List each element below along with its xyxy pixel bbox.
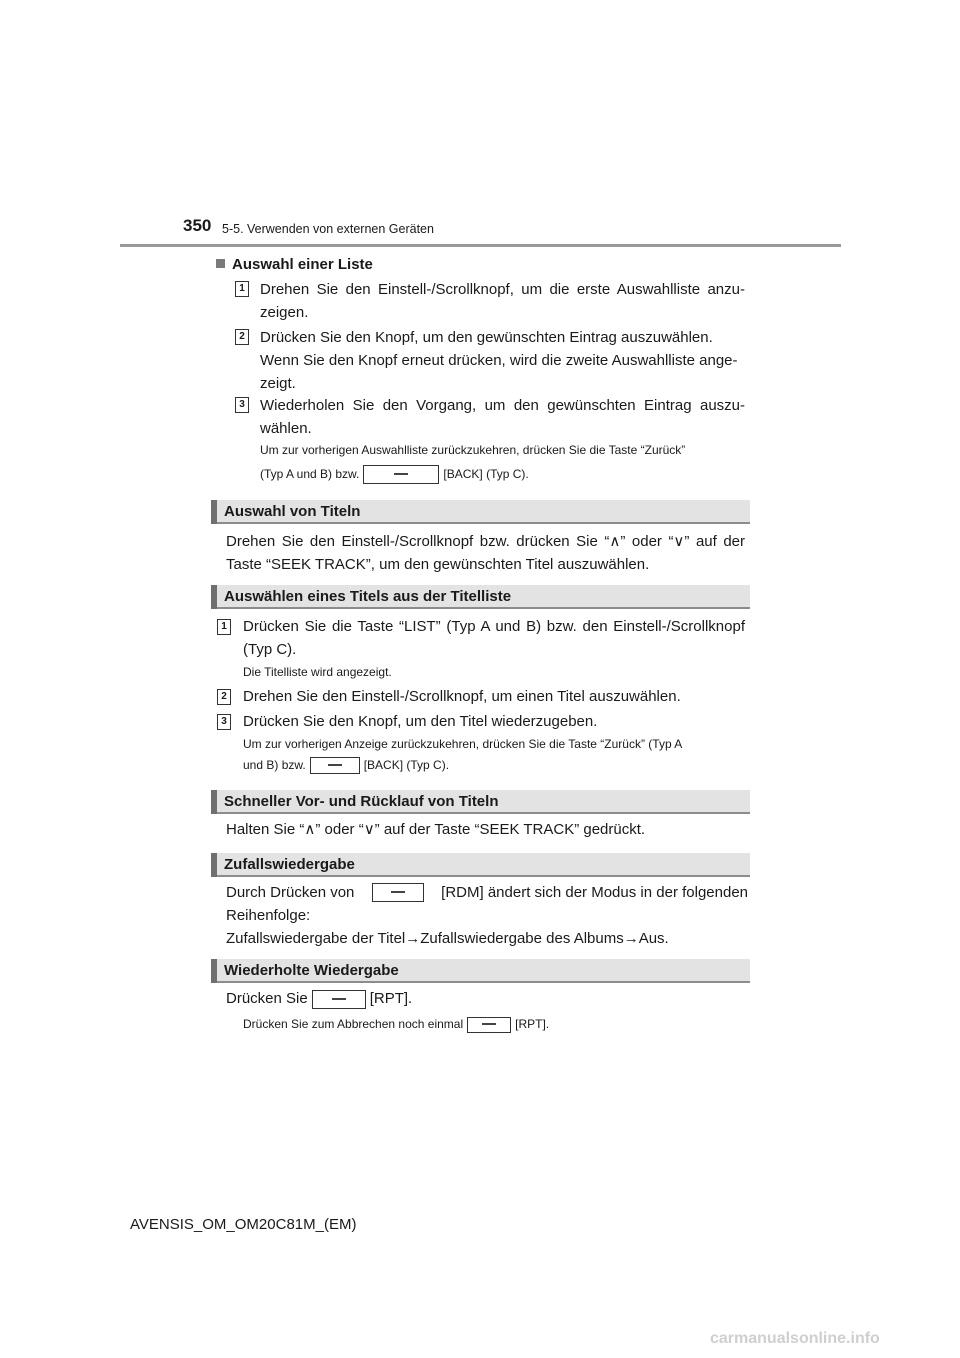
heading-repeat-label: Wiederholte Wiedergabe [224, 962, 399, 979]
square-bullet-icon [216, 259, 225, 268]
heading-from-list [211, 585, 750, 609]
step-text-2: Drücken Sie den Knopf, um den gewünschten Eintrag auszuwählen. Wenn Sie den Knopf erneut drücken, wird die zweite Auswahlliste ange-zeigt. [260, 329, 738, 392]
note-display-back-post: [BACK] (Typ C). [363, 758, 450, 772]
back-button-icon [310, 757, 360, 774]
document-code: AVENSIS_OM_OM20C81M_(EM) [130, 1216, 357, 1233]
heading-select-titles-label: Auswahl von Titeln [224, 503, 361, 520]
heading-random-label: Zufallswiedergabe [224, 856, 355, 873]
step-text-3: Wiederholen Sie den Vorgang, um den gewünschten Eintrag auszu-wählen. [260, 397, 745, 437]
section-title-list [216, 256, 373, 273]
heading-fast-forward [211, 790, 750, 814]
section-title-list-text: Auswahl einer Liste [232, 256, 373, 273]
step-badge-1: 1 [217, 619, 231, 635]
heading-select-titles [211, 500, 750, 524]
step-text-1: Drehen Sie den Einstell-/Scrollknopf, um die erste Auswahlliste anzu-zeigen. [260, 281, 745, 321]
fast-forward-text: Halten Sie “∧” oder “∨” auf der Taste “SEEK TRACK” gedrückt. [226, 821, 646, 838]
heading-fast-forward-label: Schneller Vor- und Rücklauf von Titeln [224, 793, 499, 810]
rdm-button-icon [372, 883, 424, 902]
from-list-step-3: Drücken Sie den Knopf, um den Titel wiederzugeben. [243, 713, 598, 730]
step-badge-2: 2 [217, 689, 231, 705]
note-list-back-post: [BACK] (Typ C). [443, 467, 529, 481]
step-badge-1: 1 [235, 281, 249, 297]
rpt-button-icon [467, 1017, 511, 1033]
note-list-back [260, 438, 755, 486]
heading-accent [211, 500, 217, 524]
from-list-step-1-note: Die Titelliste wird angezeigt. [243, 665, 392, 679]
rpt-button-icon [312, 990, 366, 1009]
repeat-note-pre: Drücken Sie zum Abbrechen noch einmal [243, 1017, 464, 1031]
random-line2: Reihenfolge: [226, 907, 311, 924]
random-text [226, 881, 748, 950]
note-list-back-line1: Um zur vorherigen Auswahlliste zurückzukehren, drücken Sie die Taste “Zurück” [260, 443, 686, 457]
repeat-note [243, 1012, 549, 1036]
watermark: carmanualsonline.info [710, 1330, 880, 1347]
step-badge-3: 3 [217, 714, 231, 730]
heading-accent [211, 853, 217, 877]
heading-accent [211, 959, 217, 983]
page-number: 350 [183, 216, 212, 235]
note-list-back-line2 [260, 462, 755, 486]
header-divider [120, 244, 841, 247]
step-badge-2: 2 [235, 329, 249, 345]
repeat-text [226, 987, 412, 1010]
repeat-pre: Drücken Sie [226, 990, 308, 1007]
heading-repeat [211, 959, 750, 983]
repeat-note-post: [RPT]. [515, 1017, 550, 1031]
step-badge-3: 3 [235, 397, 249, 413]
from-list-step-2: Drehen Sie den Einstell-/Scrollknopf, um einen Titel auszuwählen. [243, 688, 681, 705]
from-list-step-1: Drücken Sie die Taste “LIST” (Typ A und B) bzw. den Einstell-/Scrollknopf (Typ C). [243, 618, 745, 658]
heading-random [211, 853, 750, 877]
random-line3: Zufallswiedergabe der Titel→Zufallswiedergabe des Albums→Aus. [226, 930, 669, 947]
random-line1 [226, 881, 748, 904]
heading-from-list-label: Auswählen eines Titels aus der Titelliste [224, 588, 512, 605]
random-pre: Durch Drücken von [226, 884, 355, 901]
note-display-back [243, 734, 753, 776]
note-display-back-pre: und B) bzw. [243, 758, 306, 772]
random-post: [RDM] ändert sich der Modus in der folgenden [441, 884, 748, 901]
note-display-back-line2 [243, 755, 753, 776]
select-titles-text: Drehen Sie den Einstell-/Scrollknopf bzw. drücken Sie “∧” oder “∨” auf der Taste “SEEK TRACK”, um den gewünschten Titel auszuwählen. [226, 533, 745, 573]
note-list-back-pre: (Typ A und B) bzw. [260, 467, 360, 481]
heading-accent [211, 790, 217, 814]
note-display-back-line1: Um zur vorherigen Anzeige zurückzukehren, drücken Sie die Taste “Zurück” (Typ A [243, 737, 683, 751]
repeat-post: [RPT]. [369, 990, 413, 1007]
back-button-icon [363, 465, 439, 484]
chapter-title: 5-5. Verwenden von externen Geräten [222, 222, 434, 236]
heading-accent [211, 585, 217, 609]
